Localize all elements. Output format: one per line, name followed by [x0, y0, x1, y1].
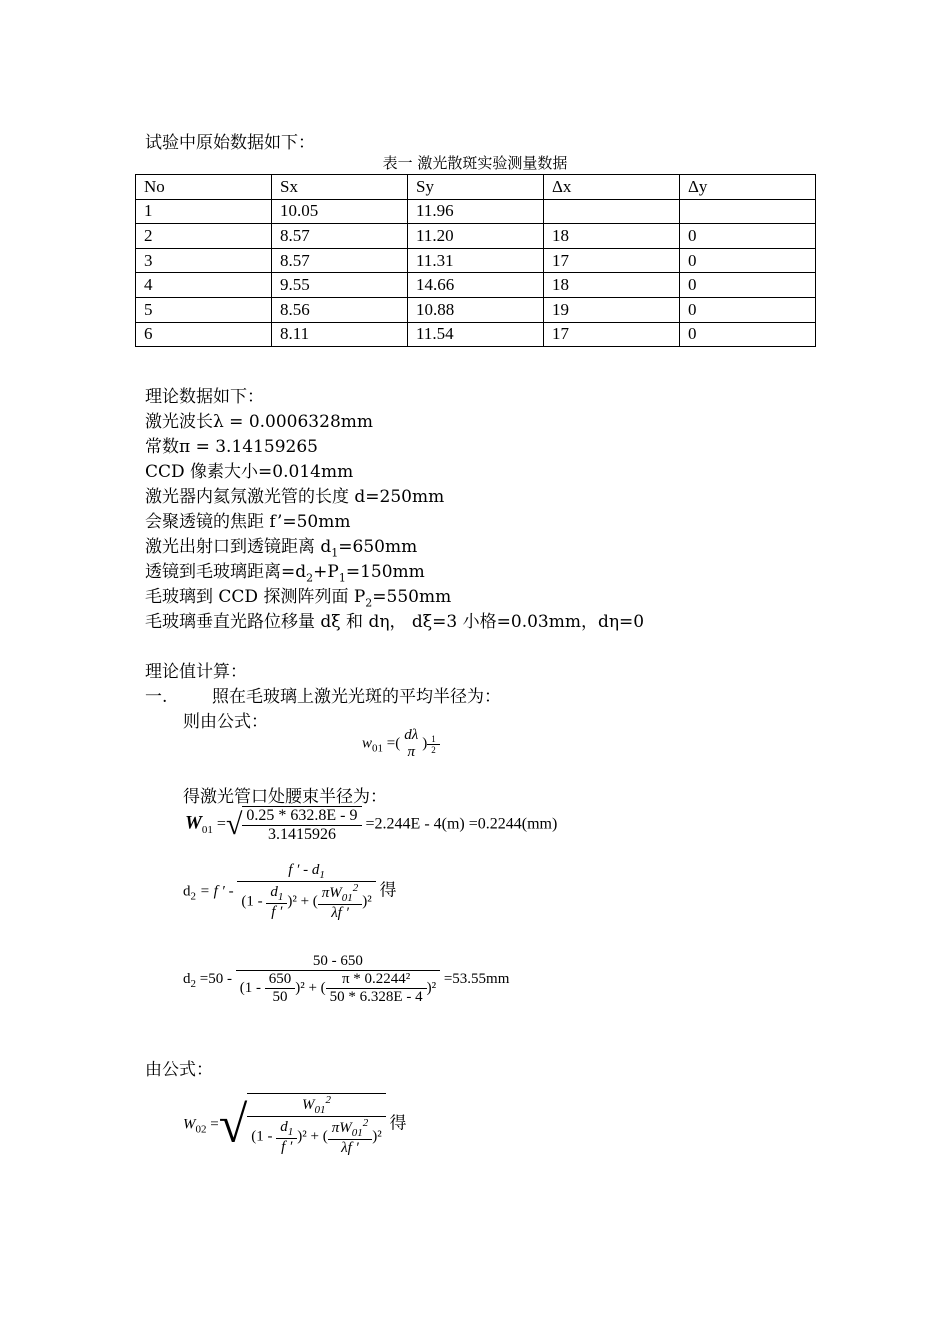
header-dx: Δx — [544, 175, 680, 200]
subscript: 01 — [314, 1104, 326, 1116]
cell: 11.54 — [408, 322, 544, 347]
symbol: d — [183, 883, 191, 900]
cell: 17 — [544, 248, 680, 273]
theory-line: 常数π = 3.14159265 — [145, 437, 318, 457]
numerator — [276, 1119, 297, 1139]
text: =150mm — [345, 562, 425, 582]
text: (1 - — [239, 979, 261, 996]
superscript: 2 — [362, 1117, 369, 1129]
operator: =( — [386, 735, 401, 752]
header-sx: Sx — [272, 175, 408, 200]
subscript: 02 — [195, 1123, 207, 1136]
cell: 11.20 — [408, 224, 544, 249]
subscript: 01 — [351, 1127, 363, 1139]
by-formula-text: 则由公式： — [183, 712, 268, 732]
theory-line — [145, 582, 451, 609]
subscript: 1 — [338, 571, 346, 585]
exponent-numerator: 1 — [427, 734, 440, 745]
text: πW — [321, 885, 342, 901]
text: d — [270, 883, 278, 900]
fraction — [236, 953, 440, 1006]
denominator: λf ′ — [341, 1140, 359, 1156]
calc-item-text: 照在毛玻璃上激光光斑的平均半径为： — [212, 687, 501, 707]
text: W — [302, 1097, 315, 1113]
subscript: 2 — [190, 890, 196, 903]
header-no: No — [136, 175, 272, 200]
denominator: 50 * 6.328E - 4 — [329, 989, 423, 1005]
cell: 0 — [680, 322, 816, 347]
fraction — [328, 1117, 373, 1157]
table-row — [136, 248, 816, 273]
denominator: f ′ — [271, 903, 283, 920]
text: =550mm — [372, 587, 452, 607]
calc-item-number: 一. — [145, 687, 168, 707]
formula-w01 — [362, 727, 440, 761]
fraction — [326, 971, 427, 1006]
cell: 2 — [136, 224, 272, 249]
denominator: 3.1415926 — [267, 826, 336, 843]
header-dy: Δy — [680, 175, 816, 200]
fraction — [237, 862, 375, 922]
text: +P — [313, 562, 339, 582]
denominator — [247, 1117, 385, 1157]
cell: 8.57 — [272, 248, 408, 273]
text: (1 - — [251, 1128, 273, 1145]
cell: 3 — [136, 248, 272, 273]
denominator: 50 — [272, 989, 288, 1005]
table-row — [136, 297, 816, 322]
numerator — [328, 1117, 373, 1140]
text: =650mm — [338, 537, 418, 557]
table-header-row — [136, 175, 816, 200]
subscript: 1 — [277, 890, 284, 903]
text: )² + ( — [295, 979, 326, 996]
subscript: 01 — [201, 823, 213, 836]
operator: = f ′ - — [199, 883, 234, 900]
cell: 4 — [136, 273, 272, 298]
theory-line: 激光波长λ = 0.0006328mm — [145, 412, 373, 432]
superscript: 2 — [352, 882, 359, 894]
denominator: π — [407, 744, 415, 760]
symbol: W — [183, 1116, 196, 1133]
subscript: 1 — [331, 546, 339, 560]
table-caption: 表一 激光散斑实验测量数据 — [382, 154, 568, 172]
cell: 5 — [136, 297, 272, 322]
cell: 14.66 — [408, 273, 544, 298]
intro-text: 试验中原始数据如下： — [145, 133, 315, 153]
subscript: 1 — [287, 1125, 294, 1138]
cell — [680, 199, 816, 224]
denominator — [236, 971, 440, 1006]
text: )² — [362, 893, 372, 910]
exponent — [427, 734, 440, 755]
cell: 18 — [544, 273, 680, 298]
subscript: 2 — [190, 977, 196, 990]
numerator: π * 0.2244² — [326, 971, 427, 989]
result: =2.244E - 4(m) =0.2244(mm) — [365, 815, 558, 833]
operator: =50 - — [199, 970, 232, 987]
operator: ) — [422, 735, 428, 752]
symbol: d — [183, 970, 191, 987]
cell: 8.11 — [272, 322, 408, 347]
subscript: 01 — [372, 742, 384, 755]
numerator: 650 — [265, 971, 296, 989]
from-formula-text: 由公式： — [145, 1060, 213, 1080]
calc-heading: 理论值计算： — [145, 662, 247, 682]
subscript: 2 — [365, 596, 373, 610]
subscript: 2 — [306, 571, 314, 585]
theory-line: 会聚透镜的焦距 f’=50mm — [145, 512, 351, 532]
de-text: 得 — [389, 1113, 407, 1134]
numerator: 50 - 650 — [236, 953, 440, 971]
fraction — [247, 1093, 385, 1157]
formula-w01-value — [185, 806, 557, 844]
table-row — [136, 322, 816, 347]
text: 激光出射口到透镜距离 d — [145, 537, 332, 557]
symbol: W — [185, 812, 202, 834]
cell: 0 — [680, 297, 816, 322]
cell: 8.57 — [272, 224, 408, 249]
de-text: 得 — [379, 880, 397, 901]
sqrt-icon: √ — [218, 1096, 248, 1154]
cell: 10.05 — [272, 199, 408, 224]
symbol: w — [362, 735, 373, 752]
text: )² — [372, 1128, 382, 1145]
denominator — [237, 882, 375, 922]
numerator — [266, 884, 287, 904]
fraction — [265, 971, 296, 1006]
formula-d2-value — [183, 953, 509, 1006]
cell: 8.56 — [272, 297, 408, 322]
fraction — [400, 727, 422, 761]
text: f ′ - d — [288, 862, 320, 878]
theory-heading: 理论数据如下： — [145, 387, 264, 407]
numerator — [247, 1094, 385, 1117]
result: =53.55mm — [443, 970, 510, 987]
text: d — [280, 1118, 288, 1135]
subscript: 1 — [319, 869, 325, 881]
numerator: dλ — [404, 727, 419, 743]
cell: 1 — [136, 199, 272, 224]
cell: 0 — [680, 273, 816, 298]
cell: 19 — [544, 297, 680, 322]
formula-d2 — [183, 862, 397, 922]
numerator — [237, 862, 375, 882]
formula-w02 — [183, 1093, 406, 1157]
cell: 17 — [544, 322, 680, 347]
cell: 6 — [136, 322, 272, 347]
text: )² + ( — [297, 1128, 328, 1145]
sqrt-icon: √ — [225, 808, 243, 841]
fraction — [242, 806, 361, 844]
cell: 11.96 — [408, 199, 544, 224]
header-sy: Sy — [408, 175, 544, 200]
cell: 0 — [680, 248, 816, 273]
waist-text: 得激光管口处腰束半径为： — [183, 787, 387, 807]
cell: 9.55 — [272, 273, 408, 298]
table-row — [136, 199, 816, 224]
text: πW — [331, 1120, 352, 1136]
operator: = — [210, 1116, 219, 1133]
table-row — [136, 224, 816, 249]
fraction — [318, 882, 363, 922]
numerator — [318, 882, 363, 905]
fraction — [266, 884, 287, 921]
superscript: 2 — [325, 1094, 331, 1106]
cell: 18 — [544, 224, 680, 249]
theory-line: 激光器内氦氖激光管的长度 d=250mm — [145, 487, 445, 507]
subscript: 01 — [341, 892, 353, 904]
denominator: λf ′ — [331, 905, 349, 921]
text: )² + ( — [287, 893, 318, 910]
cell: 0 — [680, 224, 816, 249]
cell — [544, 199, 680, 224]
fraction — [276, 1119, 297, 1156]
theory-line — [145, 532, 417, 559]
theory-line — [145, 557, 425, 584]
table-row — [136, 273, 816, 298]
operator: = — [216, 815, 226, 833]
text: 毛玻璃到 CCD 探测阵列面 P — [145, 587, 366, 607]
text: (1 - — [241, 893, 263, 910]
text: 透镜到毛玻璃距离=d — [145, 562, 307, 582]
cell: 11.31 — [408, 248, 544, 273]
measurement-table — [135, 174, 816, 347]
theory-line: CCD 像素大小=0.014mm — [145, 462, 354, 482]
cell: 10.88 — [408, 297, 544, 322]
numerator: 0.25 * 632.8E - 9 — [242, 807, 361, 826]
theory-line: 毛玻璃垂直光路位移量 dξ 和 dη， dξ=3 小格=0.03mm，dη=0 — [145, 612, 645, 632]
denominator: f ′ — [281, 1138, 293, 1155]
text: )² — [426, 979, 437, 996]
exponent-denominator: 2 — [431, 744, 436, 755]
